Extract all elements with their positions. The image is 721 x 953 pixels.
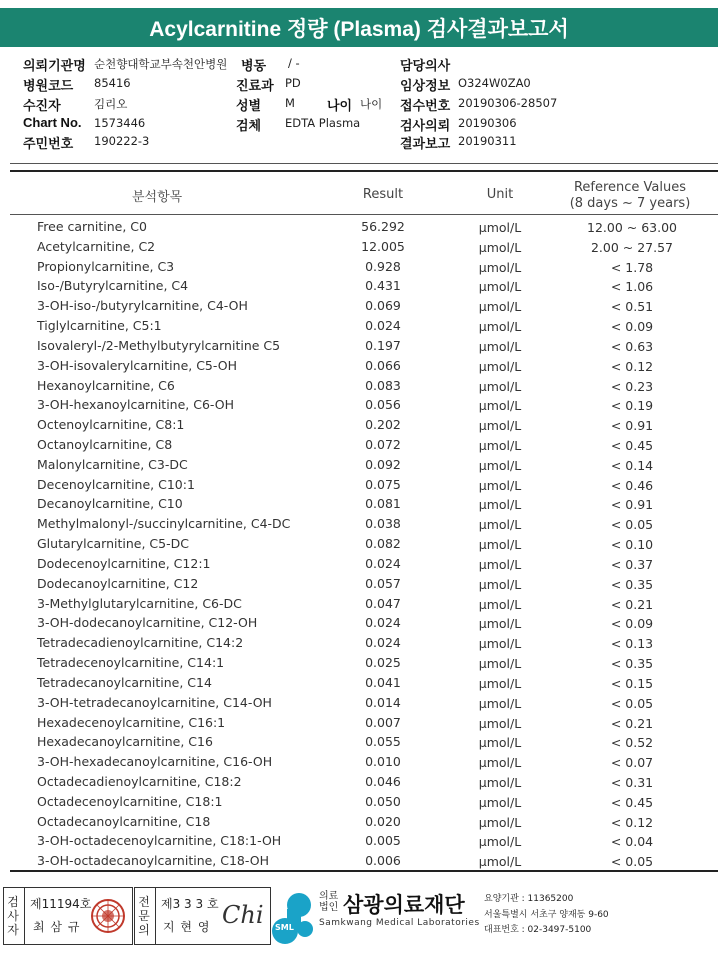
unit-value: μmol/L — [478, 398, 522, 414]
header-item: 분석항목 — [132, 190, 183, 205]
analyte-name: Tetradecenoylcarnitine, C14:1 — [37, 655, 225, 671]
analyte-name: Octadecadienoylcarnitine, C18:2 — [37, 773, 242, 789]
result-value: 0.047 — [365, 595, 401, 611]
analyte-name: 3-OH-iso-/butyrylcarnitine, C4-OH — [37, 298, 248, 314]
specialist-license: 제3 3 3 호 — [161, 897, 219, 911]
table-row — [0, 237, 721, 257]
result-value: 0.431 — [365, 278, 401, 294]
result-value: 0.020 — [365, 813, 401, 829]
tester-label: 검사자 — [7, 895, 19, 937]
reference-value: < 0.07 — [610, 755, 654, 771]
reference-value: 2.00 ~ 27.57 — [590, 239, 674, 255]
analyte-name: Dodecenoylcarnitine, C12:1 — [37, 555, 211, 571]
analyte-name: 3-OH-dodecanoylcarnitine, C12-OH — [37, 615, 258, 631]
analyte-name: Octadecenoylcarnitine, C18:1 — [37, 793, 223, 809]
analyte-name: Hexadecanoylcarnitine, C16 — [37, 734, 213, 750]
result-value: 0.038 — [365, 516, 401, 532]
table-row — [0, 792, 721, 812]
unit-value: μmol/L — [478, 755, 522, 771]
unit-value: μmol/L — [478, 576, 522, 592]
analyte-name: Isovaleryl-/2-Methylbutyrylcarnitine C5 — [37, 337, 281, 353]
result-value: 0.055 — [365, 734, 401, 750]
reference-value: < 0.13 — [610, 636, 654, 652]
unit-value: μmol/L — [478, 636, 522, 652]
table-row — [0, 812, 721, 832]
analyte-name: Malonylcarnitine, C3-DC — [37, 456, 188, 472]
header-reference-line2: (8 days ~ 7 years) — [569, 196, 691, 211]
dept-label: 진료과 — [236, 78, 274, 93]
analyte-name: 3-OH-isovalerylcarnitine, C5-OH — [37, 357, 237, 373]
reference-value: < 0.09 — [610, 616, 654, 632]
unit-value: μmol/L — [478, 774, 522, 790]
result-value: 0.083 — [365, 377, 401, 393]
result-value: 0.056 — [365, 397, 401, 413]
unit-value: μmol/L — [478, 497, 522, 513]
hospital-label: 의뢰기관명 — [23, 58, 86, 73]
table-row — [0, 514, 721, 534]
result-value: 0.046 — [365, 773, 401, 789]
sex-label: 성별 — [236, 98, 262, 113]
clinical-info-value: O324W0ZA0 — [458, 76, 531, 90]
reference-value: 12.00 ~ 63.00 — [587, 220, 677, 235]
chart-no-label: Chart No. — [23, 115, 82, 130]
reference-value: < 0.05 — [610, 854, 654, 870]
analyte-name: 3-OH-octadecenoylcarnitine, C18:1-OH — [37, 833, 282, 849]
unit-value: μmol/L — [478, 477, 522, 493]
table-row — [0, 316, 721, 336]
age-label: 나이 — [327, 98, 353, 113]
reference-value: < 0.52 — [610, 735, 654, 751]
analyte-name: Octenoylcarnitine, C8:1 — [37, 417, 185, 433]
analyte-name: Decenoylcarnitine, C10:1 — [37, 476, 195, 492]
result-value: 0.202 — [365, 417, 401, 433]
reference-value: < 0.05 — [610, 517, 654, 533]
reference-value: < 0.12 — [610, 814, 654, 830]
analyte-name: 3-OH-tetradecanoylcarnitine, C14-OH — [37, 694, 272, 710]
table-row — [0, 554, 721, 574]
analyte-name: Propionylcarnitine, C3 — [37, 258, 175, 274]
result-value: 0.014 — [365, 694, 401, 710]
reference-value: < 0.63 — [610, 338, 654, 354]
patient-label: 수진자 — [23, 98, 61, 113]
unit-value: μmol/L — [478, 378, 522, 394]
result-value: 0.007 — [365, 714, 401, 730]
request-date-value: 20190306 — [458, 116, 517, 130]
doctor-label: 담당의사 — [400, 58, 451, 73]
unit-value: μmol/L — [478, 358, 522, 374]
analyte-name: Hexanoylcarnitine, C6 — [37, 377, 175, 393]
analyte-name: Tetradecadienoylcarnitine, C14:2 — [37, 635, 244, 651]
unit-value: μmol/L — [478, 517, 522, 533]
ward-label: 병동 — [241, 58, 267, 73]
table-row — [0, 435, 721, 455]
unit-value: μmol/L — [478, 715, 522, 731]
unit-value: μmol/L — [478, 239, 522, 255]
table-row — [0, 475, 721, 495]
hospital-value: 순천향대학교부속천안병원 — [94, 57, 228, 71]
analyte-name: Dodecanoylcarnitine, C12 — [37, 575, 199, 591]
report-date-label: 결과보고 — [400, 136, 451, 151]
unit-value: μmol/L — [478, 794, 522, 810]
age-value: 나이 — [360, 97, 383, 111]
specimen-value: EDTA Plasma — [285, 116, 361, 130]
table-row — [0, 336, 721, 356]
org-name: 삼광의료재단 — [343, 893, 465, 917]
unit-value: μmol/L — [478, 220, 522, 235]
org-address: 서울특별시 서초구 양재동 9-60 — [484, 910, 609, 920]
table-row — [0, 613, 721, 633]
analyte-name: 3-OH-hexadecanoylcarnitine, C16-OH — [37, 754, 273, 770]
analyte-name: 3-Methylglutarylcarnitine, C6-DC — [37, 595, 242, 611]
unit-value: μmol/L — [478, 854, 522, 870]
reference-value: < 1.78 — [610, 259, 654, 275]
receipt-no-value: 20190306-28507 — [458, 96, 558, 110]
analyte-name: Tiglylcarnitine, C5:1 — [37, 318, 162, 334]
table-row — [0, 296, 721, 316]
unit-value: μmol/L — [478, 418, 522, 434]
reference-value: < 0.12 — [610, 358, 654, 374]
result-value: 0.025 — [365, 655, 401, 671]
result-value: 0.005 — [365, 833, 401, 849]
reference-value: < 0.14 — [610, 457, 654, 473]
reference-value: < 0.45 — [610, 438, 654, 454]
table-row — [0, 831, 721, 851]
hospital-code-value: 85416 — [94, 76, 131, 90]
table-row — [0, 276, 721, 296]
divider-table-bottom — [10, 870, 718, 872]
result-value: 0.006 — [365, 853, 401, 869]
reference-value: < 0.23 — [610, 378, 654, 394]
specimen-label: 검체 — [236, 118, 262, 133]
table-row — [0, 574, 721, 594]
analyte-name: 3-OH-octadecanoylcarnitine, C18-OH — [37, 853, 269, 869]
table-row — [0, 415, 721, 435]
reference-value: < 0.37 — [610, 556, 654, 572]
header-unit: Unit — [486, 187, 514, 202]
unit-value: μmol/L — [478, 675, 522, 691]
tester-seal-icon — [90, 898, 126, 934]
analyte-name: Glutarylcarnitine, C5-DC — [37, 536, 189, 552]
reference-value: < 0.35 — [610, 576, 654, 592]
id-label: 주민번호 — [23, 136, 74, 151]
unit-value: μmol/L — [478, 656, 522, 672]
divider-header — [10, 214, 718, 215]
table-row — [0, 633, 721, 653]
analyte-name: Free carnitine, C0 — [37, 219, 147, 234]
reference-value: < 0.09 — [610, 319, 654, 335]
header-reference-line1: Reference Values — [573, 180, 687, 195]
unit-value: μmol/L — [478, 616, 522, 632]
unit-value: μmol/L — [478, 319, 522, 335]
header-result: Result — [362, 187, 404, 202]
unit-value: μmol/L — [478, 814, 522, 830]
reference-value: < 0.15 — [610, 675, 654, 691]
result-value: 0.024 — [365, 318, 401, 334]
specialist-name: 지 현 영 — [163, 920, 211, 934]
result-value: 0.928 — [365, 258, 401, 274]
table-row — [0, 772, 721, 792]
table-row — [0, 534, 721, 554]
unit-value: μmol/L — [478, 695, 522, 711]
result-value: 0.024 — [365, 615, 401, 631]
chart-no-value: 1573446 — [94, 116, 146, 130]
patient-info-section — [0, 52, 721, 162]
analyte-name: Tetradecanoylcarnitine, C14 — [37, 674, 212, 690]
result-value: 0.082 — [365, 536, 401, 552]
table-row — [0, 257, 721, 277]
table-row — [0, 494, 721, 514]
sml-logo-icon — [271, 889, 317, 945]
report-date-value: 20190311 — [458, 134, 517, 148]
result-value: 0.092 — [365, 456, 401, 472]
analyte-name: Acetylcarnitine, C2 — [37, 238, 156, 254]
unit-value: μmol/L — [478, 596, 522, 612]
table-row — [0, 673, 721, 693]
table-row — [0, 356, 721, 376]
result-value: 12.005 — [361, 238, 405, 254]
unit-value: μmol/L — [478, 338, 522, 354]
result-value: 0.010 — [365, 754, 401, 770]
org-name-en: Samkwang Medical Laboratories — [319, 918, 480, 928]
reference-value: < 0.46 — [610, 477, 654, 493]
hospital-code-label: 병원코드 — [23, 78, 74, 93]
reference-value: < 0.19 — [610, 398, 654, 414]
divider-table-top — [10, 170, 718, 172]
reference-value: < 0.31 — [610, 774, 654, 790]
sex-value: M — [285, 96, 295, 110]
tester-license: 제11194호 — [30, 897, 92, 911]
table-row — [0, 732, 721, 752]
result-value: 0.066 — [365, 357, 401, 373]
table-row — [0, 455, 721, 475]
table-row — [0, 376, 721, 396]
analyte-name: 3-OH-hexanoylcarnitine, C6-OH — [37, 397, 235, 413]
clinical-info-label: 임상정보 — [400, 78, 451, 93]
unit-value: μmol/L — [478, 438, 522, 454]
reference-value: < 0.21 — [610, 596, 654, 612]
specialist-label: 전문의 — [138, 895, 150, 937]
reference-value: < 0.05 — [610, 695, 654, 711]
reference-value: < 0.91 — [610, 497, 654, 513]
unit-value: μmol/L — [478, 457, 522, 473]
unit-value: μmol/L — [478, 259, 522, 275]
analyte-name: Octanoylcarnitine, C8 — [37, 437, 173, 453]
table-row — [0, 395, 721, 415]
reference-value: < 0.21 — [610, 715, 654, 731]
result-value: 0.050 — [365, 793, 401, 809]
org-code: 요양기관 : 11365200 — [484, 894, 574, 904]
patient-value: 김리오 — [94, 97, 128, 111]
dept-value: PD — [285, 76, 301, 90]
reference-value: < 0.10 — [610, 537, 654, 553]
report-title: Acylcarnitine 정량 (Plasma) 검사결과보고서 — [0, 8, 718, 47]
analyte-name: Methylmalonyl-/succinylcarnitine, C4-DC — [37, 516, 291, 532]
result-value: 0.069 — [365, 298, 401, 314]
table-row — [0, 693, 721, 713]
table-row — [0, 217, 721, 237]
unit-value: μmol/L — [478, 279, 522, 295]
id-value: 190222-3 — [94, 134, 150, 148]
unit-value: μmol/L — [478, 537, 522, 553]
org-phone: 대표번호 : 02-3497-5100 — [484, 925, 592, 935]
request-date-label: 검사의뢰 — [400, 118, 451, 133]
table-header — [0, 178, 721, 214]
result-value: 0.024 — [365, 635, 401, 651]
result-value: 0.072 — [365, 437, 401, 453]
analyte-name: Hexadecenoylcarnitine, C16:1 — [37, 714, 226, 730]
ward-value: / - — [288, 56, 300, 70]
footer — [0, 883, 721, 953]
result-value: 0.197 — [365, 337, 401, 353]
table-row — [0, 713, 721, 733]
org-prefix: 의료 법인 — [319, 891, 339, 913]
divider-top — [10, 163, 718, 164]
unit-value: μmol/L — [478, 834, 522, 850]
unit-value: μmol/L — [478, 735, 522, 751]
result-value: 0.081 — [365, 496, 401, 512]
analyte-name: Iso-/Butyrylcarnitine, C4 — [37, 278, 189, 294]
result-value: 56.292 — [361, 219, 405, 234]
reference-value: < 0.91 — [610, 418, 654, 434]
analyte-name: Decanoylcarnitine, C10 — [37, 496, 183, 512]
unit-value: μmol/L — [478, 299, 522, 315]
result-value: 0.024 — [365, 555, 401, 571]
analyte-name: Octadecanoylcarnitine, C18 — [37, 813, 211, 829]
table-row — [0, 752, 721, 772]
result-value: 0.075 — [365, 476, 401, 492]
receipt-no-label: 접수번호 — [400, 98, 451, 113]
table-row — [0, 594, 721, 614]
result-value: 0.057 — [365, 575, 401, 591]
reference-value: < 0.04 — [610, 834, 654, 850]
reference-value: < 0.45 — [610, 794, 654, 810]
reference-value: < 0.35 — [610, 656, 654, 672]
result-value: 0.041 — [365, 674, 401, 690]
specialist-signature: Chi — [222, 901, 264, 929]
reference-value: < 1.06 — [610, 279, 654, 295]
unit-value: μmol/L — [478, 556, 522, 572]
tester-name: 최 삼 규 — [33, 920, 81, 934]
table-row — [0, 851, 721, 871]
table-row — [0, 653, 721, 673]
reference-value: < 0.51 — [610, 299, 654, 315]
sml-logo-text: SML — [275, 923, 294, 932]
